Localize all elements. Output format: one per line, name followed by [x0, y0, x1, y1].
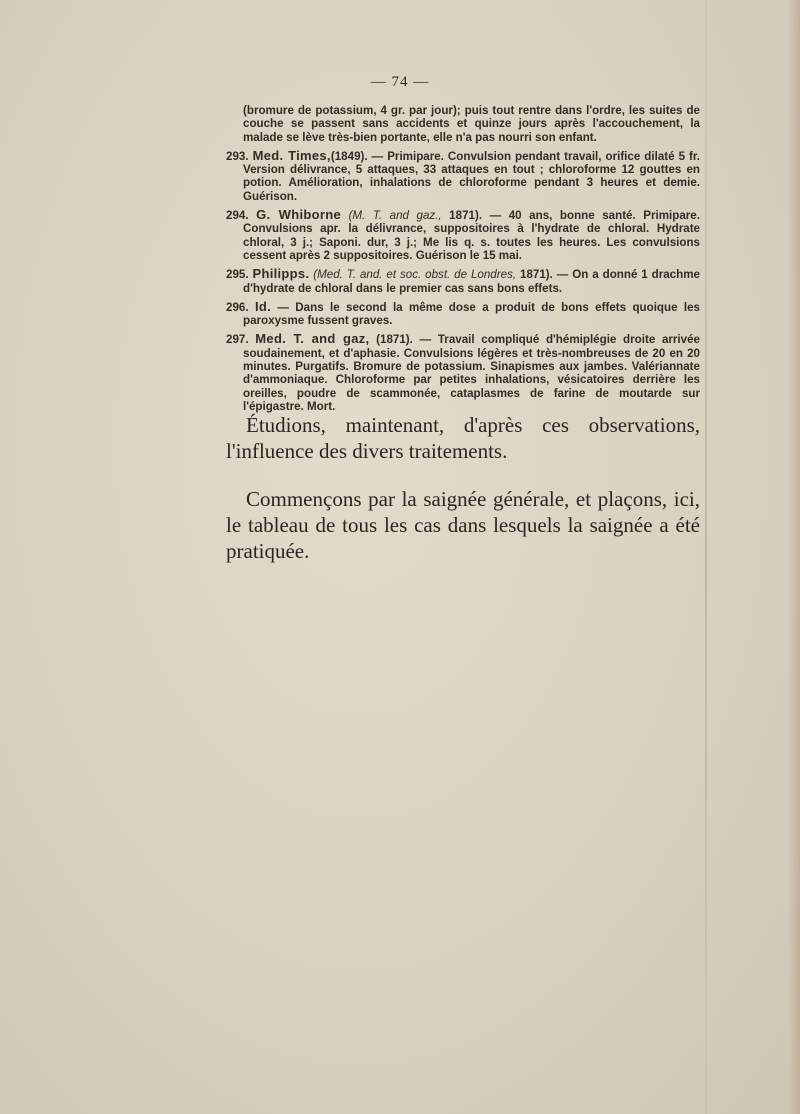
body-paragraph-1: Étudions, maintenant, d'après ces observations, l'influence des divers traitements. [226, 413, 700, 463]
observation-entry-296 [226, 300, 700, 328]
entry-text: — Travail compliqué d'hémiplégie droite arrivée soudainement, et d'aphasie. Convulsions légères et très-nombreuses de 20 en 20 minutes. Purgatifs. Bromure de potassium. Sinapismes aux jambes. Valériannate d'ammoniaque. Chloroforme par petites inhalations, vésicatoires derrière les oreilles, poudre de scammonée, cataplasmes de farine de moutarde sur l'épigastre. Mort. [243, 333, 700, 413]
page-number: — 74 — [370, 74, 430, 90]
entry-author: Id. [254, 298, 272, 314]
entry-number: 297. [226, 333, 249, 347]
body-paragraph-2: Commençons par la saignée générale, et plaçons, ici, le tableau de tous les cas dans lesquels la saignée a été pratiquée. [226, 487, 700, 563]
entry-author: Med. Times, [252, 147, 331, 163]
observation-entry-297 [226, 332, 700, 413]
entry-author: Med. T. and gaz, [255, 331, 370, 347]
entry-text: — 40 ans, bonne santé. Primipare. Convulsions apr. la délivrance, suppositoires à l'hydrate de chloral. Hydrate chloral, 3 j.; Saponi. dur, 3 j.; Me lis q. s. toutes les heures. Les convulsions cessent après 2 suppositoires. Guérison le 15 mai. [243, 209, 700, 262]
entry-text: — Dans le second la même dose a produit de bons effets quoique les paroxysme fussent graves. [243, 300, 700, 328]
entry-year: 1871). [516, 268, 553, 282]
entry-number: 295. [226, 268, 249, 282]
entry-year: (1849). [330, 149, 368, 163]
observation-entry-293 [226, 149, 700, 203]
continuation-paragraph: (bromure de potassium, 4 gr. par jour); puis tout rentre dans l'ordre, les suites de couche se passent sans accidents et quinze jours après l'accouchement, la malade se lève très-bien portante, elle n'a pas nourri son enfant. [243, 104, 700, 144]
entry-year: (1871). [369, 333, 413, 347]
entry-year: 1871). [441, 209, 483, 223]
entry-text: — On a donné 1 drachme d'hydrate de chloral dans le premier cas sans bons effets. [243, 268, 700, 295]
entry-author: G. Whiborne [256, 207, 342, 223]
observations-block [226, 104, 700, 413]
entry-number: 294. [226, 209, 249, 223]
entry-source: (Med. T. and. et soc. obst. de Londres, [313, 268, 517, 282]
entry-author: Philipps. [252, 266, 310, 282]
body-paragraph-1-block [226, 412, 700, 464]
entry-number: 296. [226, 300, 249, 314]
observation-entry-294 [226, 208, 700, 262]
observation-entry-295 [226, 267, 700, 295]
entry-text: — Primipare. Convulsion pendant travail, orifice dilaté 5 fr. Version délivrance, 5 attaques, 33 attaques en tout ; chloroforme 12 gouttes en potion. Amélioration, inhalations de chloroforme pendant 3 heures et demie. Guérison. [243, 149, 700, 203]
page-edge-shadow [788, 0, 800, 1114]
page-fold-shadow [705, 0, 707, 1114]
entry-number: 293. [226, 149, 249, 163]
entry-source: (M. T. and gaz., [348, 209, 442, 223]
body-paragraph-2-block [226, 486, 700, 564]
